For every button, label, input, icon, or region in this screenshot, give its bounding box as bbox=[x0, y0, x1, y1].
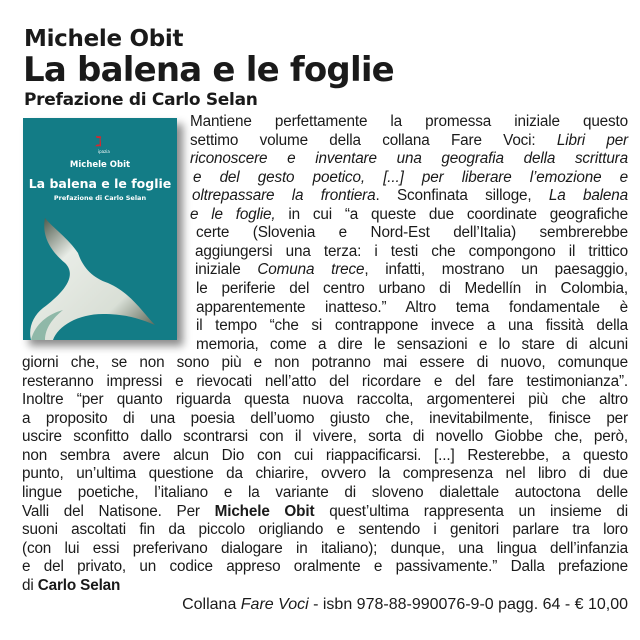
cover-author: Michele Obit bbox=[69, 160, 131, 170]
text-segment: apparentemente inatteso.” Altro tema fondamentale è bbox=[196, 298, 628, 316]
text-segment: le periferie del centro urbano di Medellín in Colombia, bbox=[196, 279, 628, 297]
description-line bbox=[22, 373, 628, 391]
description-line bbox=[195, 243, 628, 261]
description-line bbox=[190, 206, 628, 224]
text-segment: giorni che, se non sono più e non potranno mai essere di nuovo, comunque bbox=[22, 354, 628, 372]
italic-text: La balena bbox=[548, 187, 629, 205]
italic-text: e del gesto poetico, [...] per liberare l’emozione e bbox=[193, 168, 628, 186]
italic-text: e le foglie, bbox=[190, 205, 276, 223]
text-segment: lingue poetiche, l’italiano e la variante di sloveno dialettale autoctona delle bbox=[22, 484, 628, 501]
description-line bbox=[22, 391, 628, 409]
description-line bbox=[193, 169, 628, 187]
footer-prefix: Collana bbox=[182, 596, 241, 613]
text-segment: il tempo “che si contrappone invece a una fissità della bbox=[196, 317, 628, 335]
book-cover bbox=[23, 118, 177, 340]
text-segment: . Sconfinata silloge, bbox=[375, 187, 549, 205]
series-name: Fare Voci bbox=[240, 596, 309, 613]
publisher-logo: ℷ bbox=[95, 134, 102, 150]
italic-text: Libri per bbox=[556, 131, 628, 149]
description-line bbox=[195, 261, 628, 279]
text-segment: (con lui essi preferivano dialogare in italiano); dunque, una lingua dell’infanzia bbox=[22, 539, 628, 557]
description-line bbox=[190, 132, 628, 150]
book-author: Michele Obit bbox=[24, 26, 184, 52]
text-segment: Valli del Natisone. Per bbox=[22, 502, 215, 520]
text-segment: resteranno impressi e rievocati nell’atto del ricordare e del fare testimonianza”. bbox=[22, 372, 628, 390]
description-line bbox=[196, 317, 628, 335]
text-segment: aggiungersi una terza: i testi che compongono il trittico bbox=[195, 242, 628, 260]
description-line bbox=[196, 336, 628, 354]
description-line bbox=[22, 558, 628, 576]
description-line bbox=[22, 521, 628, 539]
text-segment: settimo volume della collana Fare Voci: bbox=[190, 131, 557, 149]
description-line bbox=[22, 410, 628, 428]
description-line bbox=[190, 150, 628, 168]
text-segment: punto, un’ultima questione da chiarire, ovvero la compresenza nel libro di due bbox=[22, 465, 628, 483]
text-segment: memoria, come a dire le sensazioni e lo stare di alcuni bbox=[196, 335, 628, 353]
text-segment: di bbox=[22, 576, 38, 594]
description-line bbox=[22, 354, 628, 372]
description-line bbox=[196, 224, 628, 242]
description-line bbox=[190, 113, 628, 131]
text-segment: quest’ultima rappresenta un insieme di bbox=[314, 502, 628, 520]
description-line bbox=[22, 465, 628, 483]
cover-preface: Prefazione di Carlo Selan bbox=[53, 194, 147, 202]
text-segment: , infatti, mostrano un paesaggio, bbox=[364, 261, 628, 279]
italic-text: oltrepassare la frontiera bbox=[192, 187, 376, 205]
description-line bbox=[22, 577, 628, 595]
description-line bbox=[196, 280, 628, 298]
book-details-footer bbox=[182, 596, 628, 614]
text-segment: Mantiene perfettamente la promessa iniziale questo bbox=[190, 113, 628, 130]
description-line bbox=[192, 187, 628, 205]
text-segment: suoni ascoltati fin da piccolo origliando e sentendo i genitori parlare tra loro bbox=[22, 521, 628, 539]
text-segment: certe (Slovenia e Nord-Est dell’Italia) sembrerebbe bbox=[196, 224, 628, 242]
text-segment: non sembra avere alcun Dio con cui riappacificarsi. [...] Resterebbe, a questo bbox=[22, 446, 628, 464]
text-segment: e del privato, un codice appreso oralmente e passivamente.” Dalla prefazione bbox=[22, 558, 628, 576]
description-line bbox=[196, 299, 628, 317]
description-line bbox=[22, 484, 628, 502]
text-segment: iniziale bbox=[195, 261, 258, 279]
cover-title: La balena e le foglie bbox=[28, 176, 172, 191]
italic-text: Comuna trece bbox=[257, 261, 365, 279]
description-line bbox=[22, 503, 628, 521]
description-line bbox=[22, 428, 628, 446]
italic-text: riconoscere e inventare una geografia della scrittura bbox=[190, 150, 628, 168]
book-title: La balena e le foglie bbox=[23, 50, 394, 90]
text-segment: uscire sconfitto dallo scontrarsi con il vivere, sorta di novello Giobbe che, però, bbox=[22, 428, 628, 446]
book-preface-credit: Prefazione di Carlo Selan bbox=[24, 90, 258, 110]
text-segment: Inoltre “per quanto riguarda questa nuova raccolta, argomenterei più che altro bbox=[22, 391, 628, 409]
bold-text: Michele Obit bbox=[214, 502, 315, 520]
description-line bbox=[22, 447, 628, 465]
footer-details: - isbn 978-88-990076-9-0 pagg. 64 - € 10,00 bbox=[308, 596, 628, 613]
text-segment: a proposito di una poesia dell’uomo giusto che, inevitabilmente, finisce per bbox=[22, 409, 628, 427]
bold-text: Carlo Selan bbox=[37, 576, 121, 594]
text-segment: in cui “a queste due coordinate geografiche bbox=[275, 205, 628, 223]
publisher-logo-text: ipazia bbox=[98, 149, 110, 154]
description-line bbox=[22, 540, 628, 558]
